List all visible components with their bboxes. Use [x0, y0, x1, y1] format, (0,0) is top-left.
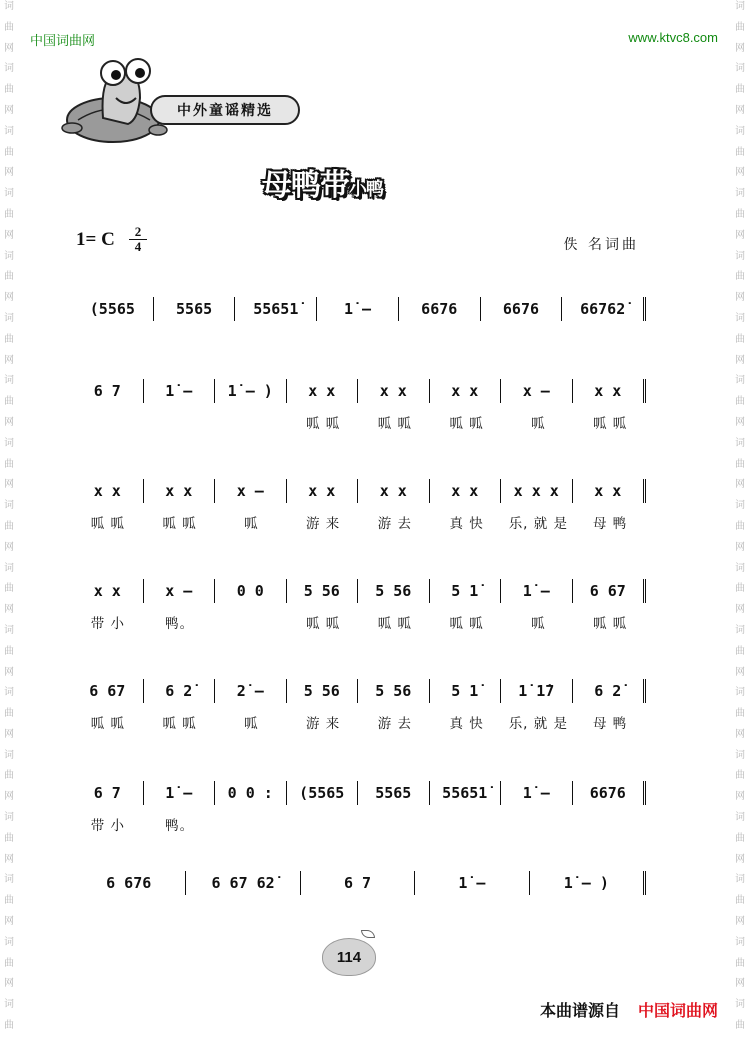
watermark-char: 曲	[4, 583, 14, 595]
watermark-char: 词	[4, 749, 14, 761]
watermark-char: 网	[735, 916, 745, 928]
lyric-cell: 带 小	[90, 616, 126, 632]
watermark-char: 曲	[735, 708, 745, 720]
watermark-char: 曲	[4, 458, 14, 470]
music-row	[72, 676, 646, 706]
watermark-char: 词	[735, 63, 745, 75]
watermark-char: 词	[735, 125, 745, 137]
watermark-char: 曲	[4, 84, 14, 96]
lyric-cell	[574, 814, 646, 836]
watermark-char: 曲	[735, 832, 745, 844]
measure: x x x	[501, 479, 573, 503]
lyric-cell: 呱 呱	[592, 616, 628, 632]
watermark-char: 网	[4, 666, 14, 678]
measure: x x	[287, 379, 359, 403]
watermark-char: 曲	[4, 957, 14, 969]
measure: 5 1̇	[430, 579, 502, 603]
watermark-char: 曲	[735, 770, 745, 782]
lyric-cell: 呱 呱	[449, 416, 484, 432]
time-signature	[129, 226, 147, 253]
lyric-cell: 游 去	[377, 716, 413, 732]
measure: 6 67 62̇	[186, 871, 300, 895]
measure: x –	[144, 579, 216, 603]
measure: x –	[501, 379, 573, 403]
lyric-cell: 乐, 就 是	[508, 516, 569, 532]
lyric-cell	[216, 612, 288, 634]
lyric-cell: 呱 呱	[377, 416, 413, 432]
measure: 6 67	[72, 679, 144, 703]
measure: 5 56	[358, 679, 430, 703]
lyric-cell: 游 去	[377, 516, 413, 532]
lyric-row	[72, 612, 646, 634]
watermark-char: 词	[4, 562, 14, 574]
site-url-right[interactable]: www.ktvc8.com	[628, 30, 718, 45]
watermark-char: 词	[4, 312, 14, 324]
lyric-cell: 呱	[531, 616, 546, 632]
watermark-char: 网	[4, 42, 14, 54]
watermark-char: 词	[4, 812, 14, 824]
watermark-char: 词	[4, 999, 14, 1011]
watermark-char: 网	[4, 541, 14, 553]
measure: 1̇ –	[501, 781, 573, 805]
site-name-left[interactable]: 中国词曲网	[30, 34, 96, 49]
music-row	[72, 868, 646, 898]
measure: 6 676	[72, 871, 186, 895]
song-title-small: 小鸭	[349, 179, 383, 200]
lyric-cell	[287, 814, 359, 836]
watermark-char: 曲	[735, 271, 745, 283]
watermark-char: 曲	[735, 1020, 745, 1032]
lyric-row	[72, 412, 646, 434]
lyric-cell: 呱 呱	[90, 716, 126, 732]
lyric-cell: 真 快	[449, 516, 484, 532]
lyric-cell: 乐, 就 是	[508, 716, 569, 732]
watermark-char: 网	[4, 167, 14, 179]
collection-banner: 中外童谣精选	[150, 95, 300, 125]
watermark-char: 网	[735, 42, 745, 54]
source-brand[interactable]: 中国词曲网	[637, 1001, 718, 1020]
music-row	[72, 778, 646, 808]
watermark-char: 曲	[735, 333, 745, 345]
watermark-char: 词	[735, 188, 745, 200]
watermark-char: 网	[4, 354, 14, 366]
leaf-icon	[361, 930, 375, 938]
watermark-char: 曲	[4, 333, 14, 345]
measure: 6 2̇	[573, 679, 647, 703]
measure: x x	[358, 379, 430, 403]
measure: 6 7	[72, 379, 144, 403]
lyric-row	[72, 814, 646, 836]
measure: x x	[72, 579, 144, 603]
lyric-row	[72, 712, 646, 734]
key-signature: 1= C	[76, 229, 115, 250]
watermark-char: 曲	[4, 21, 14, 33]
music-row	[72, 294, 646, 324]
measure: x x	[573, 479, 647, 503]
lyric-cell: 呱 呱	[162, 716, 197, 732]
lyric-cell: 游 来	[305, 516, 341, 532]
watermark-char: 词	[4, 500, 14, 512]
measure: 5565	[358, 781, 430, 805]
watermark-char: 曲	[735, 208, 745, 220]
lyric-cell: 鸭。	[165, 818, 195, 834]
watermark-char: 曲	[735, 396, 745, 408]
measure: 1̇ 1̇7	[501, 679, 573, 703]
measure: 5 56	[287, 579, 359, 603]
watermark-char: 网	[4, 604, 14, 616]
watermark-char: 词	[735, 936, 745, 948]
measure: x x	[430, 479, 502, 503]
measure: 6676	[481, 297, 563, 321]
watermark-char: 曲	[735, 583, 745, 595]
measure: 6 2̇	[144, 679, 216, 703]
music-row	[72, 576, 646, 606]
measure: x x	[287, 479, 359, 503]
lyric-cell: 呱 呱	[162, 516, 197, 532]
measure: 6 7	[301, 871, 415, 895]
watermark-right	[733, 0, 747, 1040]
lyric-cell: 呱 呱	[90, 516, 126, 532]
measure: 1̇ –	[501, 579, 573, 603]
measure: 66762̇	[562, 297, 646, 321]
measure: x x	[430, 379, 502, 403]
source-label: 本曲谱源自	[539, 1001, 620, 1020]
lyric-cell: 呱	[244, 516, 259, 532]
watermark-char: 曲	[735, 645, 745, 657]
lyric-cell: 呱	[244, 716, 259, 732]
watermark-char: 词	[4, 250, 14, 262]
watermark-char: 网	[735, 229, 745, 241]
watermark-char: 网	[735, 292, 745, 304]
watermark-char: 词	[735, 562, 745, 574]
watermark-char: 网	[4, 728, 14, 740]
watermark-char: 网	[735, 541, 745, 553]
lyric-cell: 呱 呱	[449, 616, 484, 632]
measure: 1̇ –	[415, 871, 529, 895]
watermark-char: 词	[4, 624, 14, 636]
measure: x –	[215, 479, 287, 503]
measure: 1̇ –	[317, 297, 399, 321]
measure: 1̇ –	[144, 781, 216, 805]
lyric-cell: 鸭。	[165, 616, 195, 632]
measure: x x	[358, 479, 430, 503]
time-signature-bottom: 4	[134, 239, 142, 254]
watermark-char: 网	[4, 853, 14, 865]
watermark-char: 曲	[4, 708, 14, 720]
source-credit	[540, 998, 718, 1021]
lyric-cell	[72, 412, 144, 434]
watermark-char: 词	[4, 437, 14, 449]
watermark-char: 网	[735, 604, 745, 616]
measure: 5 1̇	[430, 679, 502, 703]
watermark-char: 词	[735, 437, 745, 449]
lyric-cell	[431, 814, 503, 836]
watermark-char: 词	[4, 687, 14, 699]
watermark-char: 词	[735, 749, 745, 761]
watermark-char: 网	[735, 416, 745, 428]
measure: x x	[72, 479, 144, 503]
lyric-cell: 带 小	[90, 818, 126, 834]
watermark-char: 词	[735, 250, 745, 262]
watermark-char: 曲	[735, 21, 745, 33]
lyric-cell: 呱	[531, 416, 546, 432]
watermark-char: 网	[735, 853, 745, 865]
song-title-main: 母鸭带	[262, 168, 349, 203]
time-signature-top: 2	[134, 224, 142, 239]
watermark-char: 词	[735, 624, 745, 636]
watermark-char: 曲	[735, 146, 745, 158]
measure: (5565	[287, 781, 359, 805]
lyric-cell	[216, 412, 288, 434]
measure: 6676	[399, 297, 481, 321]
watermark-char: 网	[4, 416, 14, 428]
watermark-char: 词	[4, 936, 14, 948]
lyric-cell: 母 鸭	[592, 716, 628, 732]
watermark-char: 曲	[4, 208, 14, 220]
measure: 2̇ –	[215, 679, 287, 703]
watermark-char: 网	[735, 728, 745, 740]
watermark-char: 词	[735, 999, 745, 1011]
watermark-char: 曲	[4, 396, 14, 408]
watermark-char: 词	[4, 874, 14, 886]
measure: 5 56	[358, 579, 430, 603]
watermark-char: 网	[735, 104, 745, 116]
watermark-left	[2, 0, 16, 1040]
watermark-char: 曲	[735, 957, 745, 969]
lyric-cell: 呱 呱	[377, 616, 413, 632]
measure: 5565	[154, 297, 236, 321]
lyric-cell	[144, 412, 216, 434]
watermark-char: 词	[4, 1, 14, 12]
watermark-char: 曲	[735, 84, 745, 96]
measure: (5565	[72, 297, 154, 321]
watermark-char: 曲	[4, 520, 14, 532]
measure: 0 0 :	[215, 781, 287, 805]
lyric-cell: 游 来	[305, 716, 341, 732]
watermark-char: 曲	[4, 645, 14, 657]
lyric-row	[72, 512, 646, 534]
song-title	[262, 160, 383, 204]
lyric-cell: 呱 呱	[305, 416, 341, 432]
lyric-cell	[359, 814, 431, 836]
watermark-char: 网	[735, 666, 745, 678]
lyric-cell: 呱 呱	[305, 616, 341, 632]
measure: 1̇ – )	[215, 379, 287, 403]
watermark-char: 网	[735, 978, 745, 990]
author-credit: 佚 名词曲	[563, 237, 639, 253]
lyric-cell: 母 鸭	[592, 516, 628, 532]
watermark-char: 曲	[735, 458, 745, 470]
music-row	[72, 376, 646, 406]
watermark-char: 词	[735, 1, 745, 12]
watermark-char: 网	[4, 229, 14, 241]
measure: 6 7	[72, 781, 144, 805]
watermark-char: 词	[735, 375, 745, 387]
watermark-char: 曲	[4, 271, 14, 283]
watermark-char: 词	[4, 188, 14, 200]
measure: x x	[573, 379, 647, 403]
music-row	[72, 476, 646, 506]
lyric-cell	[503, 814, 575, 836]
measure: 1̇ – )	[530, 871, 646, 895]
watermark-char: 曲	[4, 146, 14, 158]
watermark-char: 词	[735, 312, 745, 324]
watermark-char: 网	[4, 104, 14, 116]
watermark-char: 曲	[4, 1020, 14, 1032]
watermark-char: 词	[735, 874, 745, 886]
watermark-char: 网	[4, 916, 14, 928]
measure: 6 67	[573, 579, 647, 603]
watermark-char: 网	[4, 479, 14, 491]
measure: 5 56	[287, 679, 359, 703]
lyric-cell: 呱 呱	[592, 416, 628, 432]
watermark-char: 词	[735, 500, 745, 512]
watermark-char: 网	[4, 978, 14, 990]
watermark-char: 词	[4, 125, 14, 137]
watermark-char: 词	[735, 812, 745, 824]
watermark-char: 曲	[735, 895, 745, 907]
lyric-cell: 真 快	[449, 716, 484, 732]
watermark-char: 曲	[4, 770, 14, 782]
watermark-char: 网	[4, 292, 14, 304]
watermark-char: 词	[4, 375, 14, 387]
watermark-char: 网	[735, 479, 745, 491]
watermark-char: 曲	[735, 520, 745, 532]
watermark-char: 曲	[4, 895, 14, 907]
measure: 0 0	[215, 579, 287, 603]
watermark-char: 词	[735, 687, 745, 699]
measure: 1̇ –	[144, 379, 216, 403]
lyric-cell	[216, 814, 288, 836]
measure: 6676	[573, 781, 647, 805]
watermark-char: 网	[735, 167, 745, 179]
measure: x x	[144, 479, 216, 503]
watermark-char: 网	[735, 354, 745, 366]
measure: 55651̇	[235, 297, 317, 321]
watermark-char: 网	[735, 791, 745, 803]
watermark-char: 词	[4, 63, 14, 75]
watermark-char: 网	[4, 791, 14, 803]
page-number: 114	[322, 938, 376, 976]
watermark-char: 曲	[4, 832, 14, 844]
measure: 55651̇	[430, 781, 502, 805]
